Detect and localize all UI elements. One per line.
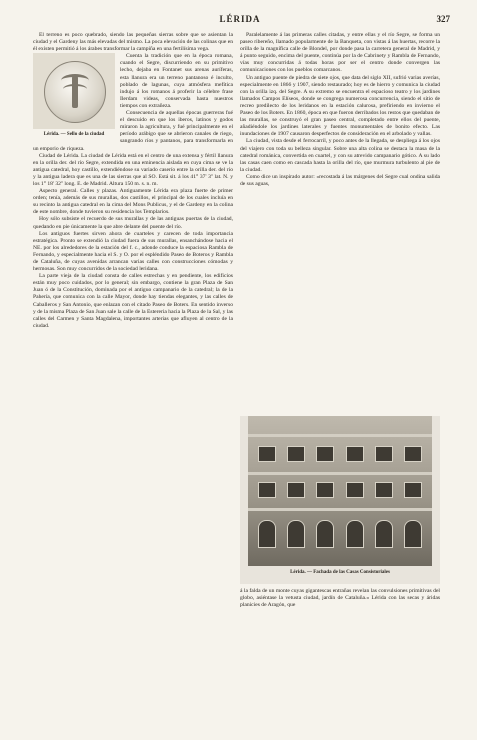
paragraph: Un antiguo puente de piedra de siete ojos, que data del siglo XII, sufrió varias averías, especialmente en 1866 y 1907, siendo restaurado; hoy es de hierro y comunica la ciudad con la orilla izq. del Segre. A su extremo se encuentra el espacioso teatro y los jardines llamados Campos Elíseos, donde se congrega numerosa concurrencia, siendo el sitio de recreo predilecto de los leridanos en la estación calurosa, prefiriendo en invierno el Paseo de los Boters. En 1860, época en que fueron derribados los restos que quedaban de las murallas, se construyó el gran paseo central, completado entre ellos del puente, añadiéndole los jardines laterales y fuentes monumentales de bonito efecto. Las inundaciones de 1907 causaron desperfectos de consideración en el arbolado y vallas. <box>240 74 440 138</box>
figure-caption: Lérida. — Sello de la ciudad <box>43 132 105 138</box>
page-title: LÉRIDA <box>219 14 261 24</box>
paragraph: Hoy sólo subsiste el recuerdo de sus murallas y de las antiguas puertas de la ciudad, quedando en pie únicamente la que abre delante del puente del río. <box>33 216 233 230</box>
right-column <box>240 32 440 188</box>
city-seal-image <box>44 61 106 123</box>
town-hall-figure <box>240 416 440 584</box>
figure-caption: Lérida. — Fachada de las Casas Consistoriales <box>290 570 390 575</box>
left-column <box>33 32 233 330</box>
paragraph: Ciudad de Lérida. La ciudad de Lérida está en el centro de una extensa y fértil llanura en la orilla der. del río Segre, extendida en una eminencia aislada en cuya cima se ve la antigua catedral, hoy castillo, extendiéndose su variado caserío entre la orilla der. del río y la antigua ladera que es una de las sierras que al SO. Está sit. á los 41° 37' 3'' lat. N. y los 1° 18' 32'' long. E. de Madrid. Altura 150 m. s. n. m. <box>33 152 233 187</box>
paragraph: El terreno es poco quebrado, siendo las pequeñas sierras sobre que se asientan la ciudad y el Gardeny las más elevadas del mismo. La poca elevación de las colinas que en él existen permitió á los árabes transformar la campiña en una fertilísima vega. <box>33 32 233 53</box>
paragraph: Como dice un inspirado autor: «recostada á las márgenes del Segre cual ondina salida de sus aguas, <box>240 173 440 187</box>
city-seal-figure <box>33 53 115 141</box>
after-figure-text <box>240 588 440 609</box>
paragraph: La ciudad, vista desde el ferrocarril, y poco antes de la llegada, se despliega á los ojos del viajero con toda su belleza singular. Sobre una alta colina se destaca la masa de la catedral románica, convertida en cuartel, y con su atrevido campanario gótico. A su lado las casas caen como en cascada hasta la orilla del río, que murmura turbulento al pie de la ciudad. <box>240 138 440 173</box>
page-header <box>30 14 450 28</box>
paragraph: Paralelamente á las primeras calles citadas, y entre ellas y el río Segre, se forma un paseo ribereño, llamado popularmente de la Banqueta, con vistas á las huertas, recorre la orilla de la magnífica calle de Blondel, por donde pasa la carretera general de Madrid, y á punto seguido, encima del puente, continúa por la de Cabrinety y Rambla de Fernando, vías muy concurridas á todas horas por ser el centro donde convergen las comunicaciones con los pueblos comarcanos. <box>240 32 440 74</box>
paragraph: La parte vieja de la ciudad consta de calles estrechas y en pendiente, los edificios están muy poco cuidados, por lo general; sin embargo, contiene la gran Plaza de San Juan ó de la Constitución, dominada por el antiguo campanario de la catedral; la de la Pahería, que comunica con la calle Mayor, donde hay tiendas elegantes, y las calles de Caballeros y San Antonio, que enlazan con el citado Paseo de Boters. En sentido inverso y de la misma Plaza de San Juan sale la calle de la Estereria hacia la Plaza de la Sal, y las calles del Carmen y Santa Magdalena, importantes arterias que afluyen al centro de la ciudad. <box>33 273 233 329</box>
seal-image-frame <box>33 53 115 129</box>
page-number: 327 <box>436 14 450 24</box>
paragraph: Consecuencia de aquellas épocas guerreras fué el descuido en que los iberos, latinos y godos miraron la agricultura, y fué principalmente en el período arábigo que se abrieron canales de riego, sangrando ríos y pantanos, para transformarla en un emporio de riqueza. <box>33 110 233 152</box>
paragraph: Los antiguos fuertes sirven ahora de cuarteles y carecen de toda importancia estratégica. Pronto se extendió la ciudad fuera de sus murallas, ensanchándose hacia el NE. por los alrededores de la estación del f. c., adonde conduce la espaciosa Rambla de Fernando, y especialmente hacia el S. y O. por el espléndido Paseo de Boteros y Rambla de Cataluña, de cuyas avenidas arrancan varias calles con construcciones cómodas y hermosas. Son muy concurridos de la sociedad leridana. <box>33 230 233 273</box>
paragraph: Cuenta la tradición que en la época romana, cuando el Segre, discurriendo en su primitivo lecho, dejaba en Fontanet sus arenas auríferas, esta llanura era un terreno pantanoso é inculto, poblado de lagunas, cuya atmósfera mefítica indujo á los romanos á proferir la célebre frase Ilerdam videas, conservada hasta nuestros tiempos con extrañeza. <box>120 53 233 109</box>
paragraph: á la falda de un monte cuyas gigantescas entrañas revelan las convulsiones primitivas del globo, asiéntase la vetusta ciudad, jardín de Cataluña.» Lérida con las secas y áridas planicies de Aragón, que <box>240 588 440 609</box>
town-hall-photo <box>248 416 432 566</box>
paragraph: Aspecto general. Calles y plazas. Antiguamente Lérida era plaza fuerte de primer orden; tenía, además de sus murallas, dos castillos, el principal de los cuales incluía en su recinto la antigua catedral en la cima del Mons Publicus, y el de Gardeny en la colina de este nombre, donde tuvieron su residencia los Templarios. <box>33 188 233 216</box>
